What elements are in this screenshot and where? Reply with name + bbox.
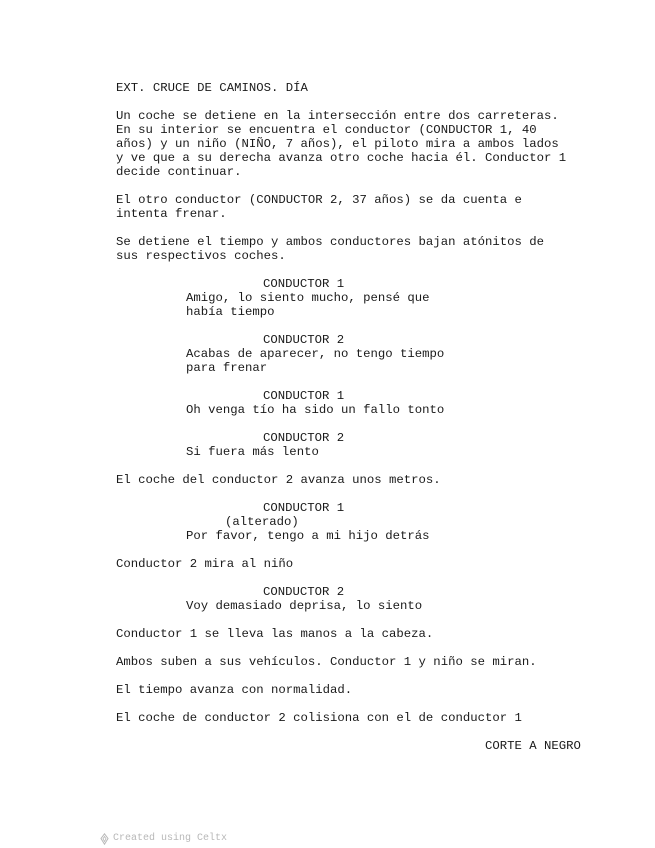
character-name: CONDUCTOR 2 [263, 585, 345, 599]
character-name: CONDUCTOR 2 [263, 431, 345, 445]
dialogue-line: para frenar [186, 361, 268, 375]
action-line: y ve que a su derecha avanza otro coche hacia él. Conductor 1 [116, 151, 567, 165]
action-line: El coche de conductor 2 colisiona con el de conductor 1 [116, 711, 522, 725]
dialogue-line: Oh venga tío ha sido un fallo tonto [186, 403, 445, 417]
action-line: El otro conductor (CONDUCTOR 2, 37 años) se da cuenta e [116, 193, 522, 207]
action-line: Un coche se detiene en la intersección entre dos carreteras. [116, 109, 559, 123]
dialogue-line: Por favor, tengo a mi hijo detrás [186, 529, 430, 543]
action-line: Ambos suben a sus vehículos. Conductor 1 y niño se miran. [116, 655, 537, 669]
action-line: El tiempo avanza con normalidad. [116, 683, 353, 697]
action-line: El coche del conductor 2 avanza unos metros. [116, 473, 441, 487]
scene-heading: EXT. CRUCE DE CAMINOS. DÍA [116, 81, 308, 95]
action-line: Conductor 1 se lleva las manos a la cabeza. [116, 627, 434, 641]
parenthetical: (alterado) [225, 515, 299, 529]
celtx-footer [100, 832, 227, 846]
action-line: años) y un niño (NIÑO, 7 años), el piloto mira a ambos lados [116, 137, 559, 151]
character-name: CONDUCTOR 2 [263, 333, 345, 347]
action-line: En su interior se encuentra el conductor (CONDUCTOR 1, 40 [116, 123, 537, 137]
character-name: CONDUCTOR 1 [263, 501, 345, 515]
character-name: CONDUCTOR 1 [263, 389, 345, 403]
transition: CORTE A NEGRO [485, 739, 581, 753]
action-line: Se detiene el tiempo y ambos conductores bajan atónitos de [116, 235, 545, 249]
dialogue-line: Si fuera más lento [186, 445, 319, 459]
action-line: decide continuar. [116, 165, 242, 179]
dialogue-line: Amigo, lo siento mucho, pensé que [186, 291, 430, 305]
action-line: intenta frenar. [116, 207, 227, 221]
action-line: sus respectivos coches. [116, 249, 286, 263]
celtx-logo-icon [100, 833, 109, 845]
dialogue-line: había tiempo [186, 305, 275, 319]
dialogue-line: Voy demasiado deprisa, lo siento [186, 599, 423, 613]
action-line: Conductor 2 mira al niño [116, 557, 294, 571]
dialogue-line: Acabas de aparecer, no tengo tiempo [186, 347, 445, 361]
character-name: CONDUCTOR 1 [263, 277, 345, 291]
footer-text: Created using Celtx [113, 833, 228, 844]
